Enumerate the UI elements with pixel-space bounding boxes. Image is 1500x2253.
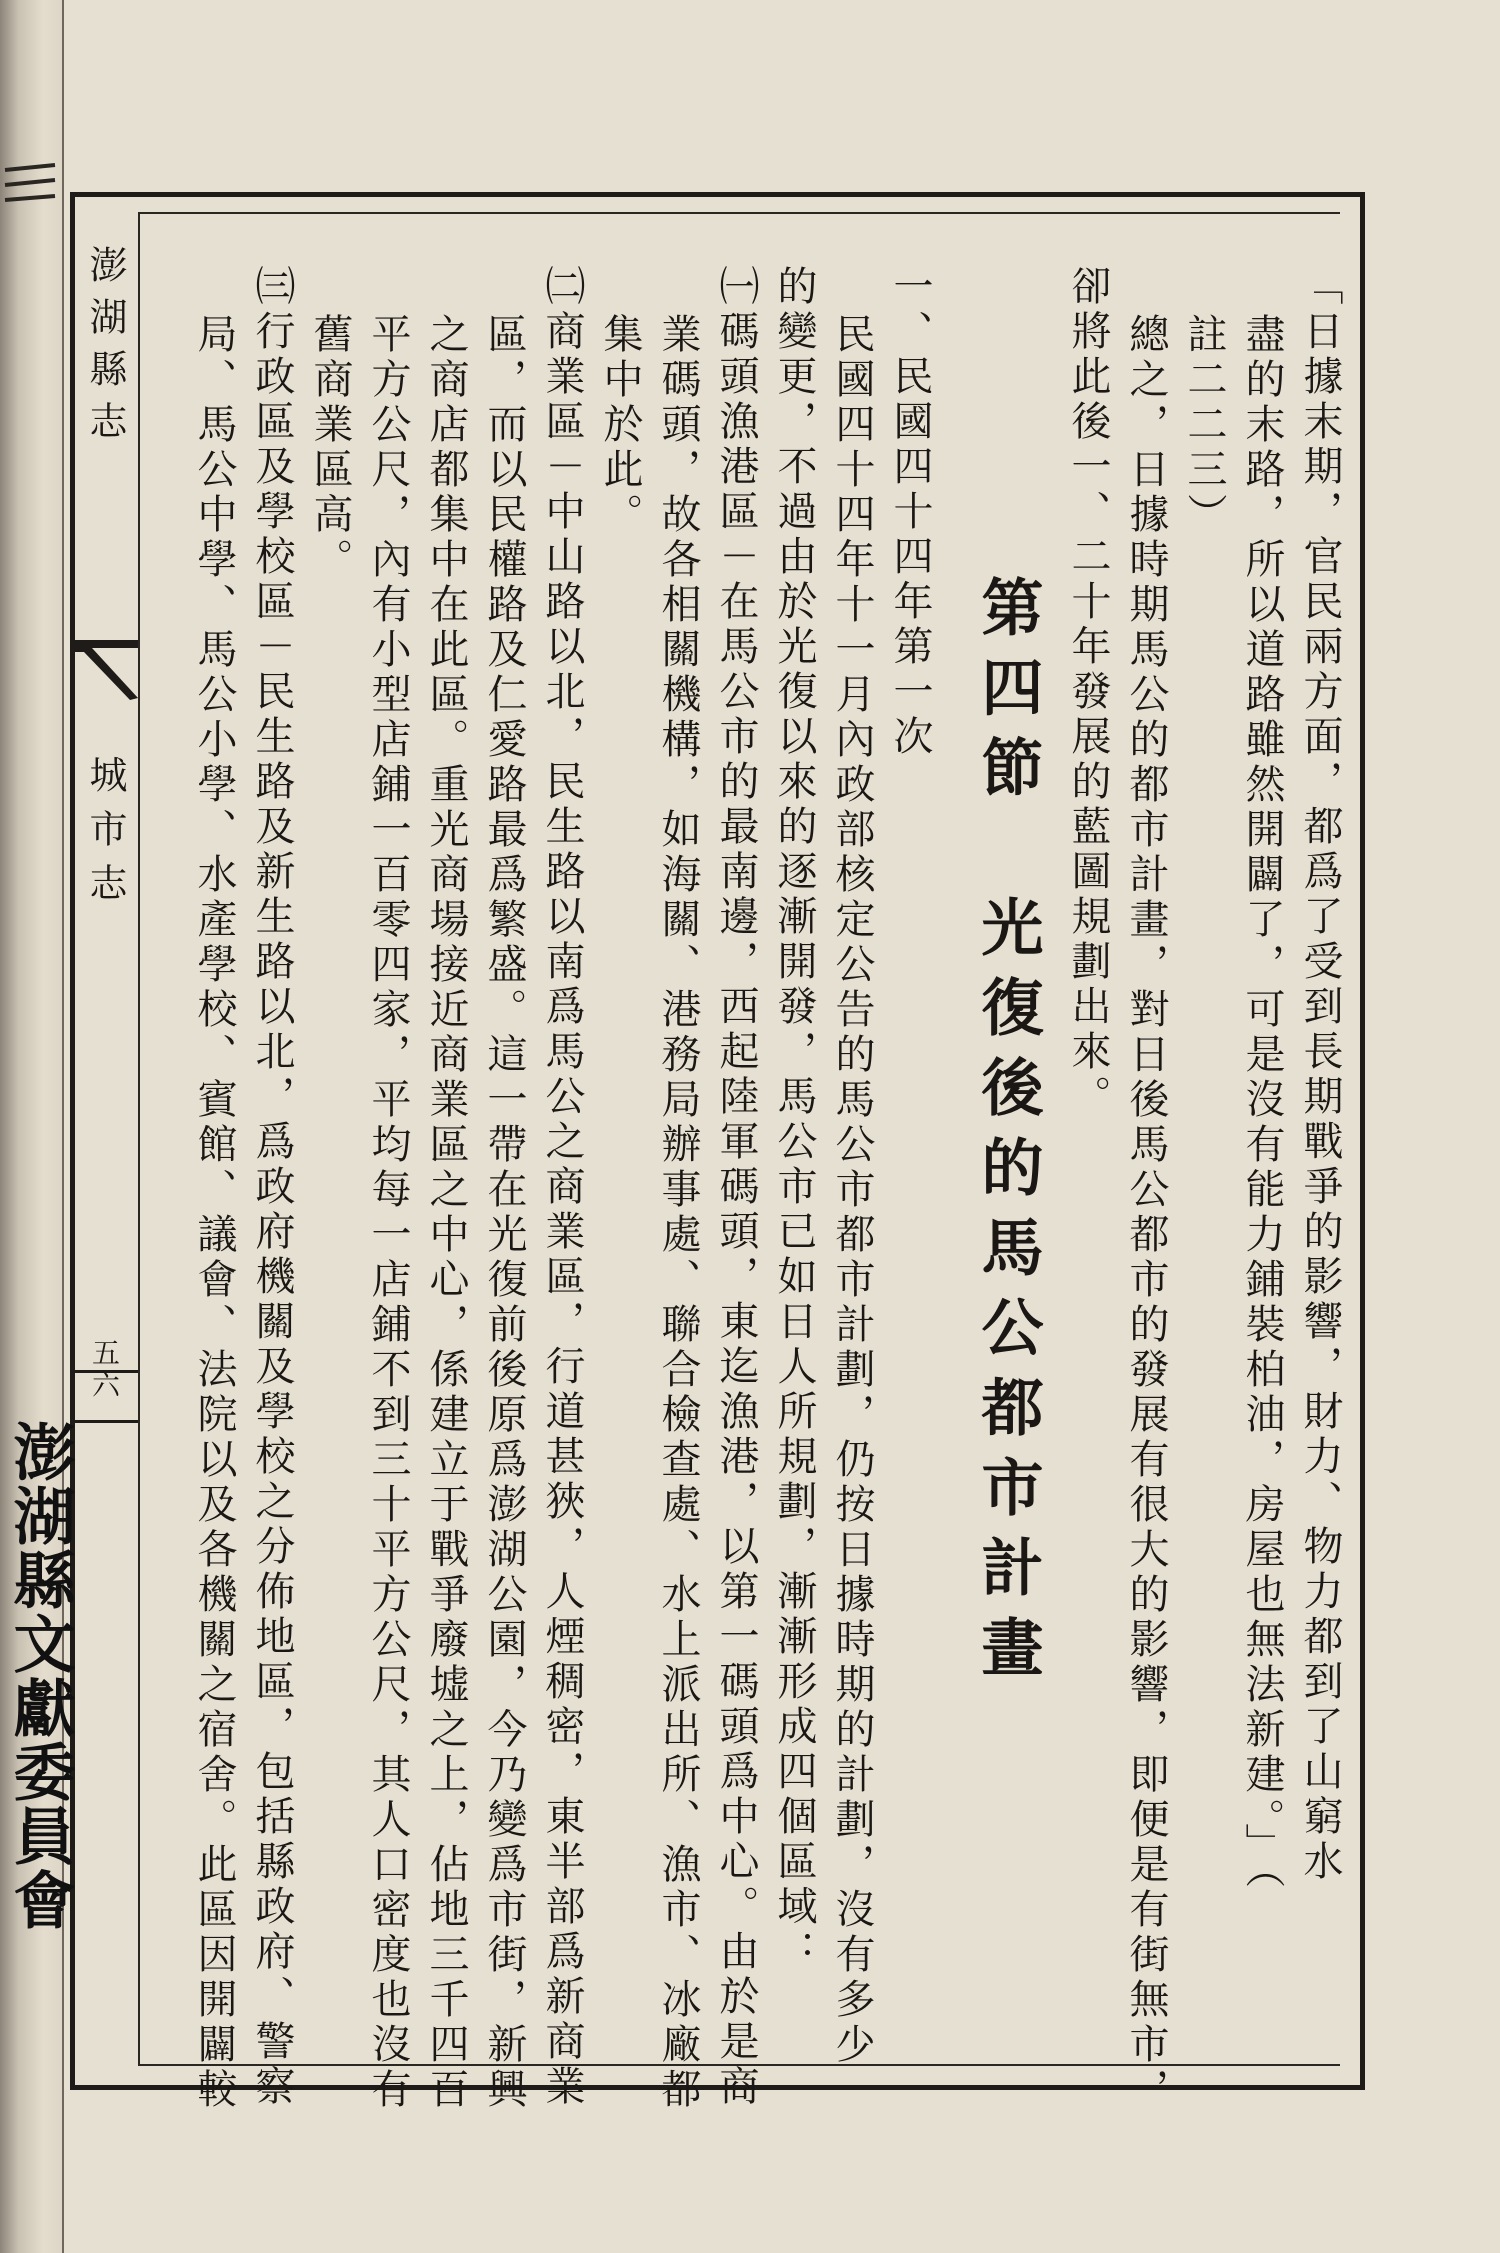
- text-line: ㈠碼頭漁港區－在馬公市的最南邊，西起陸軍碼頭，東迄漁港，以第一碼頭爲中心。由於是商: [713, 265, 759, 2110]
- publisher-stamp: 澎湖縣文獻委員會: [3, 1420, 76, 1932]
- text-line: 之商店都集中在此區。重光商場接近商業區之中心，係建立于戰爭廢墟之上，佔地三千四百: [423, 313, 469, 2113]
- body-text: [186, 265, 1350, 2113]
- text-line: 「日據末期，官民兩方面，都爲了受到長期戰爭的影響，財力、物力都到了山窮水: [1297, 265, 1343, 1885]
- text-line: ㈢行政區及學校區－民生路及新生路以北，爲政府機關及學校之分佈地區，包括縣政府、警察: [249, 265, 295, 2110]
- text-line: 業碼頭，故各相關機構，如海關、港務局辦事處、聯合檢查處、水上派出所、漁市、冰廠都: [655, 313, 701, 2113]
- text-line: 卻將此後一、二十年發展的藍圖規劃出來。: [1065, 265, 1111, 1120]
- text-line: 一、民國四十四年第一次: [887, 265, 933, 760]
- chapter-title: 城市志: [83, 755, 127, 917]
- text-line: 總之，日據時期馬公的都市計畫，對日後馬公都市的發展有很大的影響，即便是有街無市，: [1123, 313, 1169, 2113]
- text-line: 區，而以民權路及仁愛路最爲繁盛。這一帶在光復前後原爲澎湖公園，今乃變爲市街，新興: [481, 313, 527, 2113]
- page-number-rule-bottom: [70, 1420, 138, 1423]
- page-number: 五六: [88, 1338, 121, 1402]
- text-line: 民國四十四年十一月內政部核定公告的馬公市都市計劃，仍按日據時期的計劃，沒有多少: [829, 313, 875, 2068]
- binding-marks: [0, 160, 60, 220]
- text-line: 集中於此。: [597, 313, 643, 538]
- section-heading: 第四節 光復後的馬公都市計畫: [971, 575, 1044, 1695]
- text-line: 舊商業區高。: [307, 313, 353, 583]
- text-line: 盡的末路，所以道路雖然開闢了，可是沒有能力鋪裝柏油，房屋也無法新建。」（: [1239, 313, 1285, 1893]
- text-line: 註二二三）: [1181, 313, 1227, 538]
- book-title: 澎湖縣志: [83, 245, 127, 453]
- text-line: ㈡商業區－中山路以北，民生路以南爲馬公之商業區，行道甚狹，人煙稠密，東半部爲新商業: [539, 265, 585, 2110]
- text-line: 的變更，不過由於光復以來的逐漸開發，馬公市已如日人所規劃，漸漸形成四個區域：: [771, 265, 817, 1975]
- chapter-tab-ornament: [70, 640, 138, 700]
- text-line: 平方公尺，內有小型店鋪一百零四家，平均每一店鋪不到三十平方公尺，其人口密度也沒有: [365, 313, 411, 2113]
- text-line: 局、馬公中學、馬公小學、水產學校、賓館、議會、法院以及各機關之宿舍。此區因開闢較: [191, 313, 237, 2113]
- running-head-strip: [74, 214, 138, 2064]
